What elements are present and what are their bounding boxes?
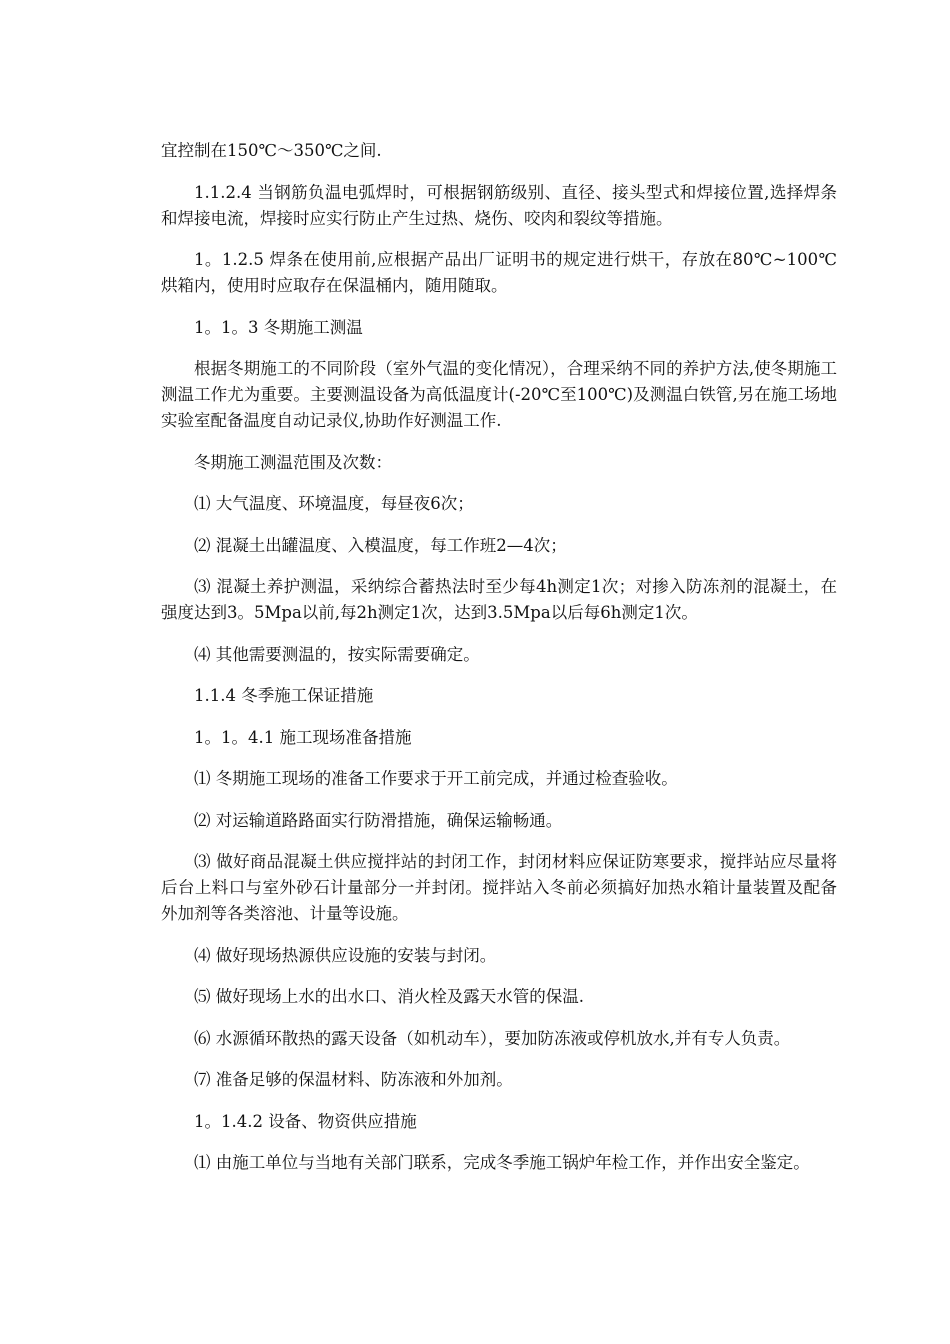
heading-1-1-4-2: 1。1.4.2 设备、物资供应措施 — [194, 1111, 417, 1131]
paragraph-measurement-intro: 根据冬期施工的不同阶段（室外气温的变化情况），合理采纳不同的养护方法,使冬期施工测温工作尤为重要。主要测温设备为高低温度计(-20℃至100℃)及测温白铁管,另在施工场地实验室配备温度自动记录仪,协助作好测温工作. — [161, 359, 837, 430]
list-item-measure-2: ⑵ 混凝土出罐温度、入模温度，每工作班2—4次； — [194, 535, 567, 555]
paragraph-measurement-scope: 冬期施工测温范围及次数： — [194, 452, 392, 472]
paragraph-1-1-2-5: 1。1.2.5 焊条在使用前,应根据产品出厂证明书的规定进行烘干，存放在80℃~100℃烘箱内，使用时应取存在保温桶内，随用随取。 — [161, 250, 837, 295]
list-item-site-1: ⑴ 冬期施工现场的准备工作要求于开工前完成，并通过检查验收。 — [194, 769, 678, 788]
heading-1-1-3: 1。1。3 冬期施工测温 — [194, 317, 363, 337]
heading-1-1-4-1: 1。1。4.1 施工现场准备措施 — [194, 727, 412, 747]
list-item-site-3: ⑶ 做好商品混凝土供应搅拌站的封闭工作，封闭材料应保证防寒要求，搅拌站应尽量将后台上料口与室外砂石计量部分一并封闭。搅拌站入冬前必须搞好加热水箱计量装置及配备外加剂等各类溶池、计量等设施。 — [161, 852, 837, 923]
paragraph-1-1-2-4: 1.1.2.4 当钢筋负温电弧焊时，可根据钢筋级别、直径、接头型式和焊接位置,选择焊条和焊接电流，焊接时应实行防止产生过热、烧伤、咬肉和裂纹等措施。 — [161, 182, 837, 228]
list-item-site-7: ⑺ 准备足够的保温材料、防冻液和外加剂。 — [194, 1070, 513, 1089]
heading-1-1-4: 1.1.4 冬季施工保证措施 — [194, 686, 374, 705]
list-item-measure-4: ⑷ 其他需要测温的，按实际需要确定。 — [194, 644, 480, 664]
list-item-measure-3: ⑶ 混凝土养护测温，采纳综合蓄热法时至少每4h测定1次；对掺入防冻剂的混凝土，在强度达到3。5Mpa以前,每2h测定1次，达到3.5Mpa以后每6h测定1次。 — [161, 577, 837, 622]
list-item-site-4: ⑷ 做好现场热源供应设施的安装与封闭。 — [194, 945, 497, 965]
paragraph-continuation: 宜控制在150℃～350℃之间. — [161, 141, 382, 160]
list-item-supply-1: ⑴ 由施工单位与当地有关部门联系，完成冬季施工锅炉年检工作，并作出安全鉴定。 — [194, 1153, 810, 1172]
list-item-site-6: ⑹ 水源循环散热的露天设备（如机动车），要加防冻液或停机放水,并有专人负责。 — [194, 1028, 791, 1048]
document-page — [161, 138, 837, 1192]
list-item-site-2: ⑵ 对运输道路路面实行防滑措施，确保运输畅通。 — [194, 810, 563, 830]
list-item-measure-1: ⑴ 大气温度、环境温度，每昼夜6次； — [194, 494, 474, 513]
list-item-site-5: ⑸ 做好现场上水的出水口、消火栓及露天水管的保温. — [194, 987, 584, 1006]
